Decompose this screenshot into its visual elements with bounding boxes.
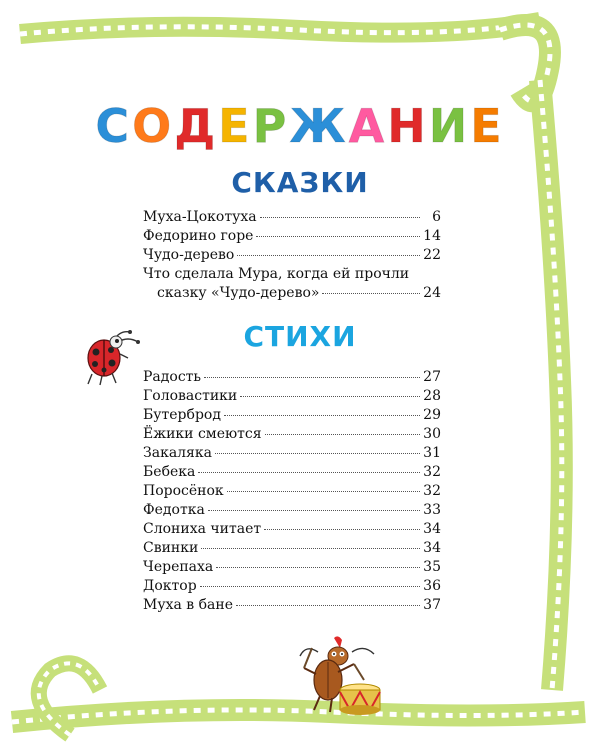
toc-entry[interactable] [143,539,441,558]
leader-dots [260,217,420,218]
title-letter: Н [387,99,429,153]
toc-entry-page: 32 [423,483,441,499]
toc-entry-page: 14 [423,228,441,244]
cockroach-drummer-illustration [298,634,382,716]
toc-entry-title: Ёжики смеются [143,426,262,442]
title-letter: Е [218,99,253,153]
toc-entry[interactable] [143,463,441,482]
top-film-strip [20,22,540,34]
leader-dots [240,396,420,397]
toc-entry-page: 6 [432,209,441,225]
toc-entry-page: 36 [423,578,441,594]
toc-entry-page: 34 [423,521,441,537]
toc-entry-page: 37 [423,597,441,613]
leader-dots [215,453,420,454]
toc-entry-title: Доктор [143,578,197,594]
leader-dots [227,491,420,492]
leader-dots [200,586,420,587]
toc-list-stihi [143,368,441,615]
leader-dots [256,236,420,237]
leader-dots [322,293,420,294]
title-letter: С [95,99,133,153]
toc-entry-title: Поросёнок [143,483,224,499]
toc-entry[interactable] [143,558,441,577]
toc-list-skazki [143,208,441,303]
toc-entry[interactable] [143,596,441,615]
leader-dots [264,529,420,530]
ladybug-illustration [80,328,142,386]
toc-entry-page: 22 [423,247,441,263]
toc-entry-title-line2: сказку «Чудо-дерево» [157,285,320,301]
section-heading-stihi: СТИХИ [243,320,357,353]
toc-entry-page: 29 [423,407,441,423]
toc-entry[interactable] [143,406,441,425]
toc-entry-title: Муха в бане [143,597,233,613]
toc-entry-page: 31 [423,445,441,461]
title-letter: Д [174,99,219,153]
toc-entry-title: Чудо-дерево [143,247,235,263]
toc-entry[interactable] [143,444,441,463]
toc-entry[interactable] [143,208,441,227]
toc-entry-title: Закаляка [143,445,212,461]
toc-entry-title: Муха-Цокотуха [143,209,257,225]
toc-entry-title: Бебека [143,464,196,480]
toc-entry-title: Радость [143,369,202,385]
toc-entry-title: Головастики [143,388,238,404]
title-letter: И [428,99,471,153]
toc-entry-page: 27 [423,369,441,385]
toc-entry-title-line1: Что сделала Мура, когда ей прочли [143,266,410,282]
leader-dots [237,255,420,256]
drum-icon [340,684,380,715]
toc-entry[interactable] [143,425,441,444]
title-letter: Е [470,99,505,153]
leader-dots [265,434,420,435]
toc-entry-title: Свинки [143,540,199,556]
toc-entry-page: 24 [423,285,441,301]
leader-dots [201,548,420,549]
toc-entry-page: 30 [423,426,441,442]
toc-entry-page: 32 [423,464,441,480]
leader-dots [216,567,420,568]
section-heading-skazki: СКАЗКИ [231,166,369,199]
toc-entry-title: Слониха читает [143,521,262,537]
title-letter: О [132,99,175,153]
toc-entry[interactable] [143,227,441,246]
toc-entry[interactable] [143,520,441,539]
leader-dots [224,415,420,416]
toc-entry-page: 34 [423,540,441,556]
toc-entry-title: Черепаха [143,559,214,575]
toc-entry-title: Федотка [143,502,205,518]
toc-entry[interactable] [143,577,441,596]
title-letter: Р [252,99,290,153]
toc-entry[interactable] [143,246,441,265]
leader-dots [204,377,420,378]
toc-entry-page: 35 [423,559,441,575]
leader-dots [208,510,420,511]
toc-entry-page: 33 [423,502,441,518]
title-letter: Ж [289,99,349,153]
toc-entry-page: 28 [423,388,441,404]
toc-entry[interactable] [143,501,441,520]
toc-entry[interactable] [143,482,441,501]
toc-entry[interactable] [143,265,441,303]
toc-entry[interactable] [143,387,441,406]
leader-dots [236,605,420,606]
toc-entry-title: Федорино горе [143,228,254,244]
page-title [0,96,600,156]
toc-entry[interactable] [143,368,441,387]
toc-entry-title: Бутерброд [143,407,221,423]
leader-dots [198,472,420,473]
title-letter: А [348,99,388,153]
